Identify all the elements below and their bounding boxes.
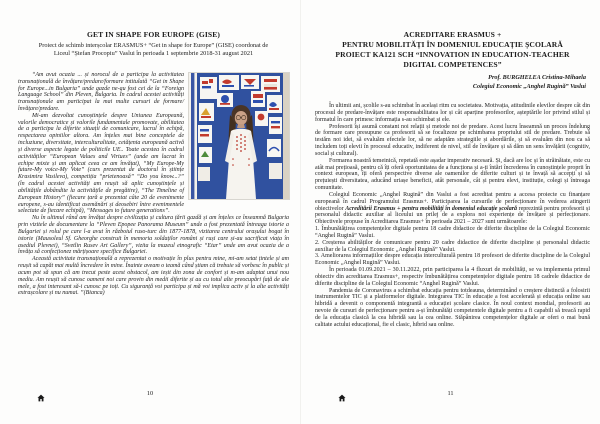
- paragraph-text: reprezintă pentru profesorii și personalul didactic auxiliar al liceului un prilej de a explora noi experiențe de învățare și perfecționare. Obiectivele propuse în Acreditarea Erasmus+ în perioada 2021 – 2027 sunt următoarele:: [315, 205, 591, 226]
- body-paragraph: [315, 192, 590, 226]
- objective-item: 3. Ameliorarea informațiilor despre educația interculturală pentru 18 profesori de diferite discipline de la Colegiul Economic „Anghel Rugină” Vaslui.: [315, 253, 590, 267]
- author-name: Prof. BURGHELEA Cristina-Mihaela: [488, 74, 586, 82]
- body-paragraph: Pandemia de Coronavirus a schimbat educația pentru totdeauna, determinând o creștere distinctă a folosirii instrumentelor TIC și a platformelor digitale. Integrarea TIC în educație a fost accelerată și educația online sau hibridă a devenit o componentă integrantă a educației școlare clasice. În noul context mondial, profesorii au nevoie de cursuri de perfecționare pentru a-și îmbunătăți competentele digitale pentru a fi capabili să treacă rapid de la educația clasică la cea hibridă sau la cea online. Stăpânirea competențelor digitale ar oferi o mai bună calitate actului educațional, fie el clasic, hibrid sau online.: [315, 287, 590, 328]
- article-subtitle-line2: Liceul “Ștefan Procopiu” Vaslui în perioada 1 septembrie 2018-31 august 2021: [53, 50, 254, 58]
- page-footer-left: [0, 389, 300, 399]
- article-body: [315, 103, 590, 328]
- body-paragraph: Profesorii își asumă constant noi relații și metode noi de predare. Acest lucru înseamnă un proces îndelung de formare care presupune ca profesorii să se focalizeze pe schimbarea propriului stil de predare. Trebuie să testăm noi idei, să evaluăm efectele lor, să ne adaptăm strategiile și abordările, și să evaluăm din nou ca să includem toți elevii în procesul educativ, indiferent de nivel, stil de învățare și să dăm un sens învățării (cognitiv, social și cultural).: [315, 123, 590, 157]
- page-footer-right: [301, 389, 600, 399]
- page-number: 10: [146, 390, 154, 397]
- student-photo: [189, 73, 289, 199]
- body-paragraph: Formarea noastră temeinică, repetată este așadar imperativ necesară. Și, dacă are loc și în străinătate, este cu atât mai prețioasă, pentru că îți oferă oportunitatea de a funcționa și a-ți întări încrederea în cunoștințele proprii în context european, îți oferă perspective diverse ale oamenilor de diferite culturi și te învață să accepți și să prețuiești diversitatea, aducând uriașe beneficii, atât personale, cât și pentru elevi, instituție, colegi și întreaga comunitate.: [315, 157, 590, 192]
- article-title-left: GET IN SHAPE FOR EUROPE (GISE): [86, 30, 221, 39]
- article-title-right: [315, 30, 590, 69]
- article-subtitle-line1: Proiect de schimb interșcolar ERASMUS+ “Get in shape for Europe” (GISE) coordonat de: [38, 41, 269, 49]
- title-line: DIGITAL COMPETENCES”: [403, 59, 502, 69]
- accreditation-emphasis: Acreditării Erasmus + pentru mobilități în domeniul educație școlară: [345, 205, 518, 212]
- student-photo-image: [189, 73, 289, 199]
- page-number: 11: [447, 390, 454, 397]
- title-line: PENTRU MOBILITĂȚI ÎN DOMENIUL EDUCAȚIE ȘCOLARĂ: [342, 39, 563, 49]
- paragraph-text: Colegiul Economic „Anghel Rugină” din Vaslui a fost acreditat pentru a accesa proiecte cu finanțare europeană în cadrul Programului Erasmus+. Participarea la cursurile de perfecționare în vederea atingerii obiectivelor: [315, 191, 590, 212]
- quote-paragraph: Nu în ultimul rând am învățat despre civilizația și cultura țării gazdă și am înțeles ce înseamnă Bulgaria prin vizitele de documentare la “Pleven Epopee Panorama Museum” unde a fost prezentată întreaga istorie a Bulgariei și rolul pe care l-a avut în războiul ruso-turc din 1877-1878, vizitarea centrului orașului bogat în istorie (Mausoleul Sf. Gheorghe construit în memoria soldaților români și ruși care și-au sacrificat viața în asediul Plevnei), “Svetlin Rusev Art Gallery”, vizita la muzeul etnografic “Etar” unde am avut ocazia de a învăța să confecționez mărțișoare specifice Bulgariei.: [18, 215, 289, 256]
- objective-item: 1. Îmbunătățirea competențelor digitale pentru 18 cadre didactice de diferite discipline de la Colegiul Economic “Anghel Rugină” Vaslui.: [315, 226, 590, 239]
- quote-paragraph: “Am avut ocazia ... și norocul de a participa la activitatea transnațională de învățare/predare/formare intitulată “Get in Shape for Europe...in Bulgaria” unde gazde ne-au fost cei de la “Foreign Language School” din Pleven, Bulgaria. În cadrul acestei activități transnaționale am participat la mai multe cursuri de formare/învățare/predare.: [18, 71, 184, 112]
- body-paragraph: În ultimii ani, școlile s-au schimbat în același ritm cu societatea. Motivația, atitudinile elevilor despre cât din procesul de predare-învățare este responsabilitatea lor și cât aparține profesorilor, așteptările lor privind stilul și formatul în care primesc informația s-au schimbat și ele.: [315, 103, 590, 123]
- home-icon[interactable]: [338, 389, 346, 397]
- quote-paragraph: Această activitate transnațională a reprezentat o motivație în plus pentru mine, mi-am setat țintele și am reușit să capăt mai multă încredere în mine. Înainte aveam o teamă când știam că trebuie să vorbesc în public și acum pot să spun că am trecut peste acest obstacol, am ieșit din zona de confort și m-am adaptat unui nou mediu. Am reușit să cunosc oameni noi care provin din medii diferite și au cu totul alte preocupări față de ale mele, a fost interesant să-i cunosc pe toți. Cu siguranță voi participa și mă voi implica activ și la alte activități extrașcolare și nu numai. ”(Bianca): [18, 256, 289, 297]
- home-icon[interactable]: [37, 389, 45, 397]
- page-11: [300, 0, 600, 424]
- objective-item: 2. Creșterea abilităților de comunicare pentru 20 cadre didactice de diferite discipline și personalul didactic auxiliar de la Colegiul Economic „Anghel Rugină” Vaslui.: [315, 239, 590, 253]
- title-line: PROIECT KA121 SCH “INNOVATION IN EDUCATION-TEACHER: [335, 49, 570, 59]
- author-affiliation: Colegiul Economic „Anghel Rugină” Vaslui: [472, 82, 586, 90]
- title-line: ACREDITARE ERASMUS +: [403, 30, 502, 39]
- body-paragraph: În perioada 01.09.2021 – 30.11.2022, prin participarea la 4 fluxuri de mobilități, se va implementa primul obiectiv din acreditarea Erasmus+, respectiv îmbunătățirea competențelor digitale pentru 18 cadrele didactice de diferite discipline de la Colegiul Economic “Anghel Rugină” Vaslui.: [315, 267, 590, 287]
- quote-body: [18, 72, 289, 297]
- quote-paragraph: Mi-am dezvoltat cunoștințele despre Uniunea Europeană, valorile democratice și valorile fundamentale promovate, abilitatea de a participa la diferite situații de comunicare, lucrul în echipă, respectarea opiniilor altora. Am înțeles mai bine conceptele de incluziune, diversitate, interculturalitate, cetățenia europeană activă și diverse aspecte legate de politicile UE.. Toate acestea în cadrul activităților “European Values and Virtues” (unde am lucrat în echipe mixte și am aplicat ceea ce am învățat), “My Europe-My future-My voice-My Vote” (curs prezentat de doctorul în științe Krasimira Vasileva), competiția “prietenoasă” “Do you know...?” (în cadrul acestei activități am reușit să aplic cunoștințele și abilitățile dobândite la activitățile de pregătire), “The Timeline of European History” (fiecare țară a prezentat câte 20 de evenimente europene, s-au identificat asemănări și deosebiri între evenimentele selectate de fiecare echipă), “Messages to future generations”.: [18, 112, 184, 215]
- author-block: [315, 74, 590, 91]
